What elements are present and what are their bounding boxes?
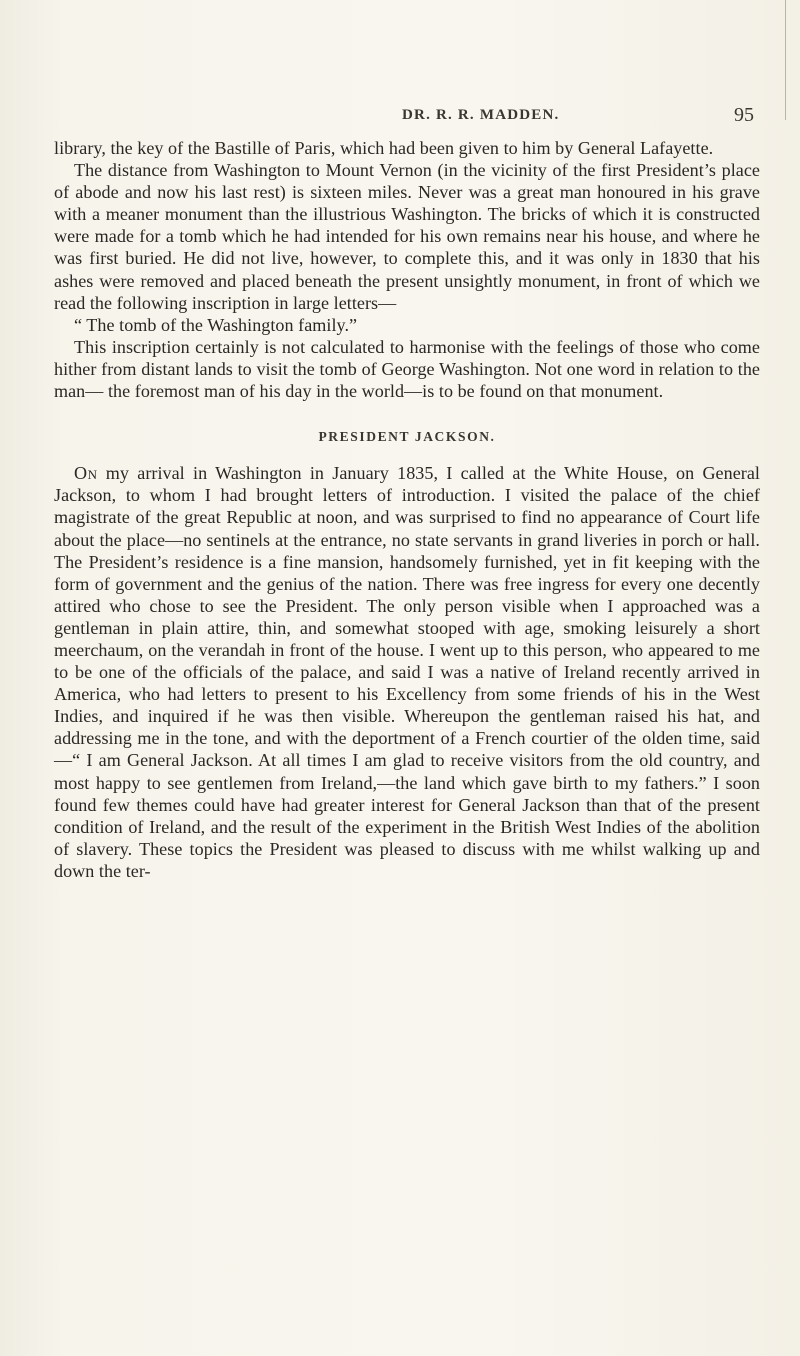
paragraph-library: library, the key of the Bastille of Paris, which had been given to him by General Lafayette. [54, 138, 714, 158]
paragraph-inscription: “ The tomb of the Washington family.” [74, 314, 358, 335]
page-number: 95 [734, 104, 754, 126]
page-edge-line [785, 0, 786, 120]
paragraph-monument: This inscription certainly is not calculated to harmonise with the feelings of those who come hither from distant lands to visit the tomb of George Washington. Not one word in relation to the man— the foremost man of his day in the world—is to be found on that monument. [54, 336, 760, 402]
paragraph-president-jackson [54, 462, 760, 882]
paragraph-mount-vernon: The distance from Washington to Mount Vernon (in the vicinity of the first President’s place of abode and now his last rest) is sixteen miles. Never was a great man honoured in his grave with a meaner monument than the illustrious Washington. The bricks of which it is constructed were made for a tomb which he had intended for his own remains near his house, and where he was first buried. He did not live, however, to complete this, and it was only in 1830 that his ashes were removed and placed beneath the present unsightly monument, in front of which we read the following inscription in large letters— [54, 160, 760, 313]
dropcap-word: On [74, 463, 98, 484]
running-head [0, 104, 800, 131]
running-title: DR. R. R. MADDEN. [402, 107, 560, 123]
paragraph-body: my arrival in Washington in January 1835, I called at the White House, on General Jackson, to whom I had brought letters of introduction. I visited the palace of the chief magistrate of the great Republic at noon, and was surprised to find no appearance of Court life about the place—no sentinels at the entrance, no state servants in grand liveries in porch or hall. The President’s residence is a fine mansion, handsomely furnished, yet in fit keeping with the form of government and the genius of the nation. There was free ingress for every one decently attired who chose to see the President. The only person visible when I approached was a gentleman in plain attire, thin, and somewhat stooped with age, smoking leisurely a short meerchaum, on the verandah in front of the house. I went up to this person, who appeared to me to be one of the officials of the palace, and said I was a native of Ireland recently arrived in America, who had letters to present to his Excellency from some friends of his in the West Indies, and inquired if he was then visible. Whereupon the gentleman raised his hat, and addressing me in the tone, and with the deportment of a French courtier of the olden time, said—“ I am General Jackson. At all times I am glad to receive visitors from the old country, and most happy to see gentlemen from Ireland,—the land which gave birth to my fathers.” I soon found few themes could have had greater interest for General Jackson than that of the present condition of Ireland, and the result of the experiment in the British West Indies of the abolition of slavery. These topics the President was pleased to discuss with me whilst walking up and down the ter- [54, 463, 760, 881]
body-text [54, 137, 760, 882]
section-heading: PRESIDENT JACKSON. [318, 429, 496, 445]
